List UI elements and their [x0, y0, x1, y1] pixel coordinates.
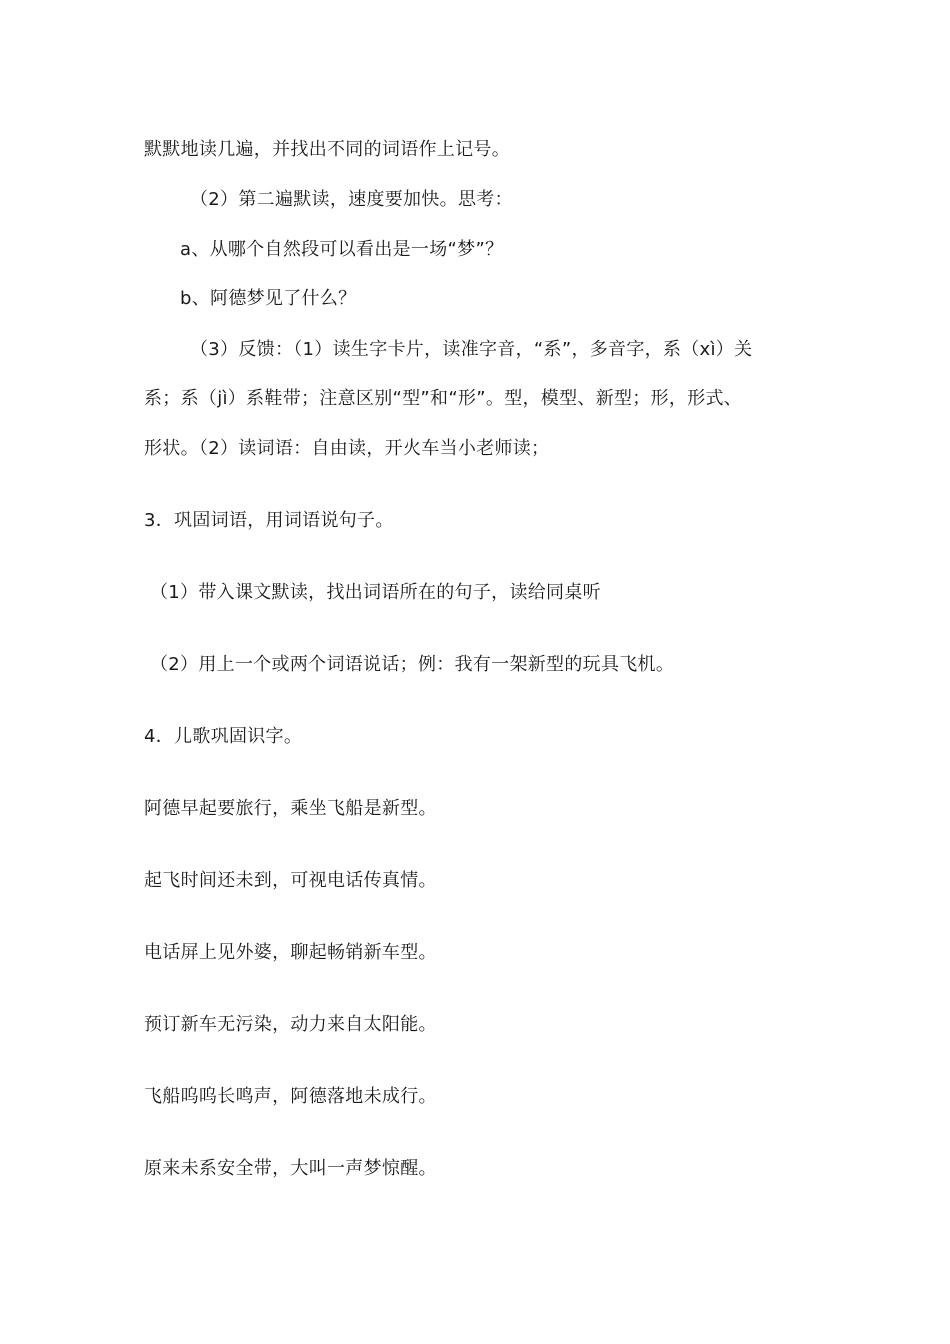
paragraph-line: （2）第二遍默读，速度要加快。思考：	[190, 189, 513, 210]
section-heading: 3．巩固词语，用词语说句子。	[144, 510, 394, 531]
paragraph-line: a、从哪个自然段可以看出是一场“梦”？	[180, 239, 504, 260]
paragraph-line: 系；系（jì）系鞋带；注意区别“型”和“形”。型，模型、新型；形，形式、	[144, 388, 743, 409]
poem-line: 预订新车无污染，动力来自太阳能。	[144, 1014, 437, 1035]
poem-line: 原来未系安全带，大叫一声梦惊醒。	[144, 1158, 437, 1179]
poem-line: 飞船呜呜长鸣声，阿德落地未成行。	[144, 1086, 437, 1107]
paragraph-line: （1）带入课文默读，找出词语所在的句子，读给同桌听	[150, 582, 601, 603]
section-heading: 4．儿歌巩固识字。	[144, 726, 303, 747]
paragraph-line: b、阿德梦见了什么？	[180, 288, 357, 309]
paragraph-line: 形状。（2）读词语：自由读，开火车当小老师读；	[144, 438, 550, 459]
poem-line: 电话屏上见外婆，聊起畅销新车型。	[144, 942, 437, 963]
poem-line: 阿德早起要旅行，乘坐飞船是新型。	[144, 798, 437, 819]
paragraph-line: （2）用上一个或两个词语说话；例：我有一架新型的玩具飞机。	[150, 654, 675, 675]
paragraph-line: 默默地读几遍，并找出不同的词语作上记号。	[144, 139, 510, 160]
poem-line: 起飞时间还未到，可视电话传真情。	[144, 870, 437, 891]
paragraph-line: （3）反馈：（1）读生字卡片，读准字音，“系”，多音字，系（xì）关	[190, 339, 753, 360]
